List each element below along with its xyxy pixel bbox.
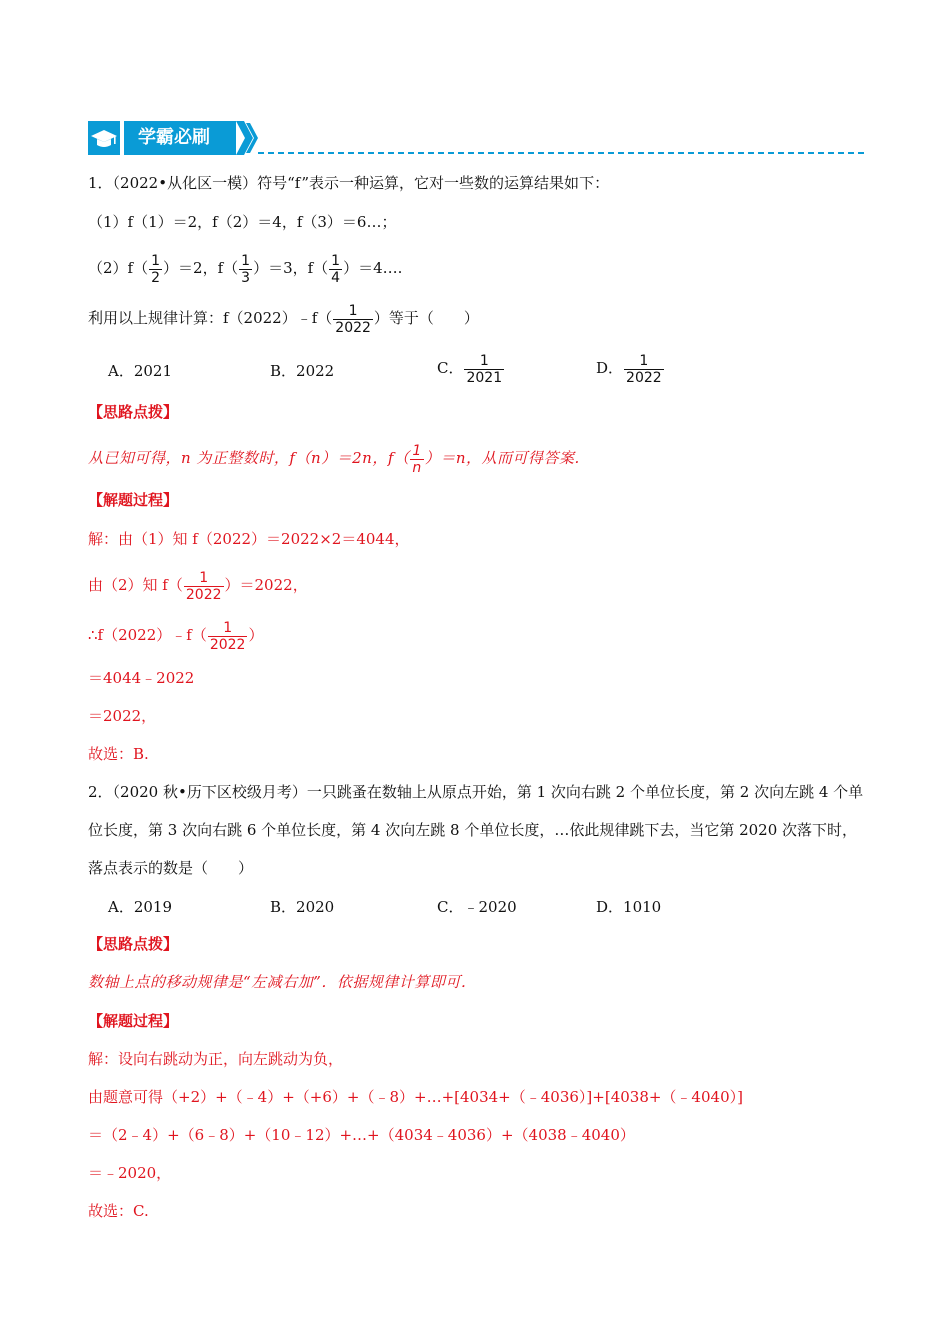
header-icon-box <box>88 121 120 155</box>
q1-hint-title: 【思路点拨】 <box>88 403 179 421</box>
q1-option-b[interactable]: B．2022 <box>270 362 335 380</box>
q2-solution-step-4: ＝﹣2020， <box>88 1164 172 1182</box>
fraction-one-over-n: $\frac{1}{n}$ <box>412 442 422 476</box>
q1-option-d[interactable]: D． $\frac{1}{2022}$ <box>596 352 662 386</box>
q2-solution-step-3: ＝（2﹣4）+（6﹣8）+（10﹣12）+…+（4034﹣4036）+（4038﹣4040） <box>88 1126 635 1144</box>
q2-option-b[interactable]: B．2020 <box>270 898 335 916</box>
q1-question: 利用以上规律计算：f（2022）﹣f（ $\frac{1}{2022}$ ）等于（ ） <box>88 302 479 336</box>
header-chevrons <box>234 121 260 155</box>
fraction-one-over-2022: $\frac{1}{2022}$ <box>335 302 371 336</box>
q2-solution-answer: 故选：C. <box>88 1202 149 1220</box>
q1-stem: 1．（2022•从化区一模）符号“f”表示一种运算，它对一些数的运算结果如下： <box>88 174 610 192</box>
graduation-cap-icon <box>88 121 120 155</box>
q1-rule-1: （1）f（1）＝2，f（2）＝4，f（3）＝6…； <box>88 213 397 231</box>
q1-solution-step-4: ＝4044﹣2022 <box>88 669 195 687</box>
q2-option-d[interactable]: D．1010 <box>596 898 662 916</box>
q1-option-a[interactable]: A．2021 <box>108 362 173 380</box>
header-title: 学霸必刷 <box>138 127 210 148</box>
q1-option-c[interactable]: C． $\frac{1}{2021}$ <box>437 352 503 386</box>
q1-solution-answer: 故选：B. <box>88 745 149 763</box>
q1-hint: 从已知可得，n 为正整数时，f（n）＝2n，f（ $\frac{1}{n}$ ）＝n，从而可得答案. <box>88 442 580 476</box>
q2-hint: 数轴上点的移动规律是“左减右加”．依据规律计算即可． <box>88 973 477 991</box>
q1-rule-2: （2）f（ $\frac{1}{2}$ ）＝2，f（ $\frac{1}{3}$ ）＝3，f（ $\frac{1}{4}$ ）＝4…. <box>88 252 403 286</box>
fraction-one-over-2022: $\frac{1}{2022}$ <box>185 569 222 603</box>
q2-solution-step-1: 解：设向右跳动为正，向左跳动为负， <box>88 1050 344 1068</box>
q1-solution-step-5: ＝2022， <box>88 707 157 725</box>
header-title-box <box>124 121 236 155</box>
q2-solution-title: 【解题过程】 <box>88 1012 179 1030</box>
fraction-one-over-2022: $\frac{1}{2022}$ <box>209 619 246 653</box>
fraction-one-third: $\frac{1}{3}$ <box>241 252 251 286</box>
q2-stem: 2．（2020 秋•历下区校级月考）一只跳蚤在数轴上从原点开始，第 1 次向右跳 2 个单位长度，第 2 次向左跳 4 个单位长度，第 3 次向右跳 6 个单位长度，第 4 次向左跳 8 个单位长度，…依此规律跳下去，当它第 2020 次落下时，落点表示的数是（ ） <box>88 783 864 877</box>
q1-solution-step-1: 解：由（1）知 f（2022）＝2022×2＝4044， <box>88 530 410 548</box>
fraction-one-over-2022: $\frac{1}{2022}$ <box>626 352 662 386</box>
q2-hint-title: 【思路点拨】 <box>88 935 179 953</box>
q1-solution-step-3: ∴f（2022）﹣f（ $\frac{1}{2022}$ ） <box>88 619 264 653</box>
q1-solution-title: 【解题过程】 <box>88 491 179 509</box>
fraction-one-over-2021: $\frac{1}{2021}$ <box>466 352 503 386</box>
fraction-one-quarter: $\frac{1}{4}$ <box>331 252 341 286</box>
header-dashed-line <box>258 152 864 154</box>
section-header <box>88 121 864 155</box>
q2-solution-step-2: 由题意可得（+2）+（﹣4）+（+6）+（﹣8）+…+[4034+（﹣4036）]+[4038+（﹣4040）] <box>88 1088 743 1106</box>
fraction-one-half: $\frac{1}{2}$ <box>151 252 161 286</box>
q2-option-a[interactable]: A．2019 <box>108 898 173 916</box>
q1-solution-step-2: 由（2）知 f（ $\frac{1}{2022}$ ）＝2022， <box>88 569 308 603</box>
q2-option-c[interactable]: C．﹣2020 <box>437 898 517 916</box>
